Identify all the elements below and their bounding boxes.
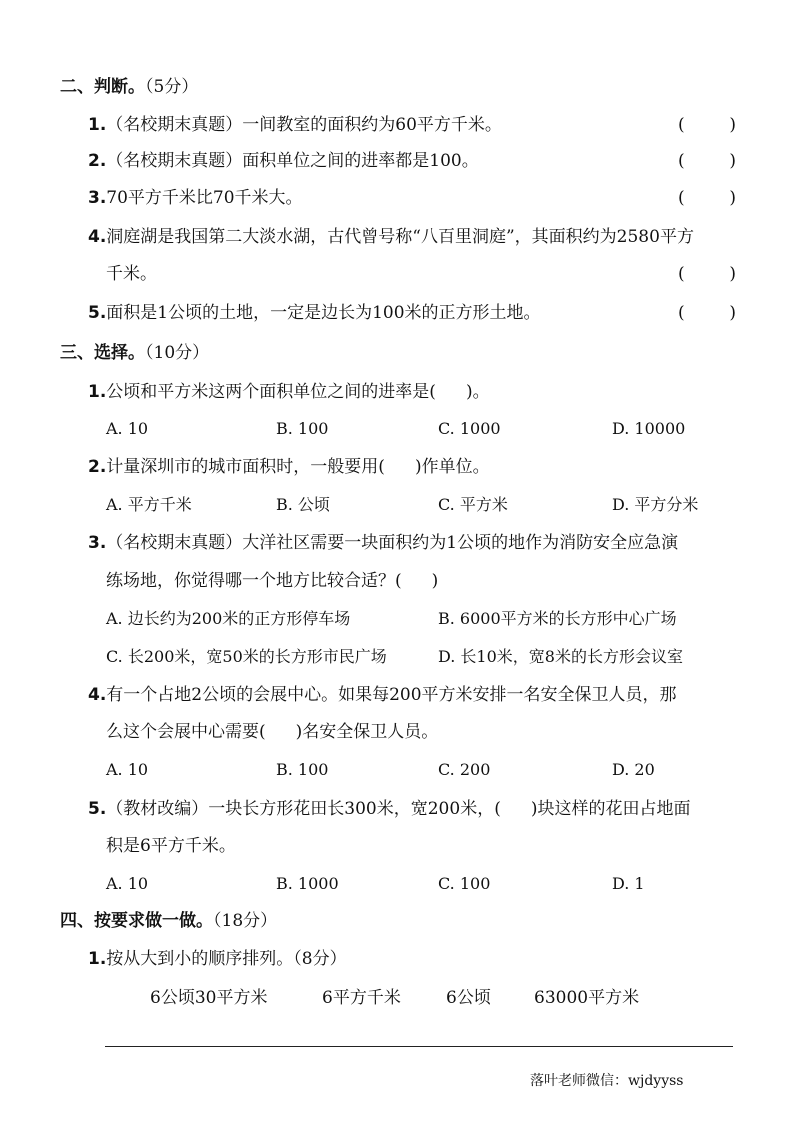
option-c: C. 长200米，宽50米的长方形市民广场 — [106, 647, 387, 666]
option-c: C. 100 — [438, 874, 491, 893]
option-b: B. 100 — [276, 419, 329, 438]
footer-contact: 落叶老师微信：wjdyyss — [530, 1073, 684, 1089]
order-item-2: 6平方千米 — [322, 988, 401, 1008]
option-d: D. 1 — [612, 874, 645, 893]
choice-question-5: 5.（教材改编）一块长方形花田长300米，宽200米，( )块这样的花田占地面 — [88, 799, 691, 819]
choice-question-5-continued: 积是6平方千米。 — [106, 836, 236, 856]
judge-question-4-continued: 千米。 — [106, 264, 157, 284]
option-c: C. 平方米 — [438, 495, 508, 514]
order-item-1: 6公顷30平方米 — [150, 988, 268, 1008]
option-d: D. 平方分米 — [612, 495, 699, 514]
section-3-heading — [60, 338, 209, 368]
section-2-heading — [60, 72, 198, 102]
option-d: D. 10000 — [612, 419, 686, 438]
section-4-heading — [60, 906, 277, 936]
choice-question-1: 1.公顷和平方米这两个面积单位之间的进率是( )。 — [88, 382, 490, 402]
task-question-1: 1.按从大到小的顺序排列。（8分） — [88, 949, 347, 969]
answer-bracket-4[interactable]: ( ) — [678, 264, 736, 284]
choice-question-4-continued: 么这个会展中心需要( )名安全保卫人员。 — [106, 722, 439, 742]
option-a: A. 10 — [106, 419, 149, 438]
option-b: B. 1000 — [276, 874, 339, 893]
option-d: D. 20 — [612, 760, 655, 779]
choice-question-2: 2.计量深圳市的城市面积时，一般要用( )作单位。 — [88, 457, 490, 477]
judge-question-3: 3.70平方千米比70千米大。 — [88, 188, 303, 208]
section-2-title: 二、判断。 — [60, 77, 145, 97]
judge-question-1: 1.（名校期末真题）一间教室的面积约为60平方千米。 — [88, 115, 502, 135]
judge-question-4: 4.洞庭湖是我国第二大淡水湖，古代曾号称“八百里洞庭”，其面积约为2580平方 — [88, 227, 694, 247]
order-item-4: 63000平方米 — [534, 988, 640, 1008]
section-4-score: （18分） — [213, 911, 278, 931]
answer-bracket-3[interactable]: ( ) — [678, 188, 736, 208]
section-3-score: （10分） — [145, 343, 210, 363]
option-a: A. 平方千米 — [106, 495, 192, 514]
section-4-title: 四、按要求做一做。 — [60, 911, 213, 931]
option-a: A. 10 — [106, 760, 149, 779]
choice-question-3-continued: 练场地，你觉得哪一个地方比较合适？( ) — [106, 571, 439, 591]
judge-question-2: 2.（名校期末真题）面积单位之间的进率都是100。 — [88, 151, 479, 171]
option-d: D. 长10米，宽8米的长方形会议室 — [438, 647, 683, 666]
option-c: C. 1000 — [438, 419, 501, 438]
option-a: A. 边长约为200米的正方形停车场 — [106, 609, 351, 628]
judge-question-5: 5.面积是1公顷的土地，一定是边长为100米的正方形土地。 — [88, 303, 541, 323]
section-2-score: （5分） — [145, 77, 199, 97]
choice-question-3: 3.（名校期末真题）大洋社区需要一块面积约为1公顷的地作为消防安全应急演 — [88, 533, 679, 553]
answer-line[interactable] — [105, 1046, 733, 1047]
option-b: B. 100 — [276, 760, 329, 779]
option-b: B. 公顷 — [276, 495, 330, 514]
answer-bracket-2[interactable]: ( ) — [678, 151, 736, 171]
option-a: A. 10 — [106, 874, 149, 893]
section-3-title: 三、选择。 — [60, 343, 145, 363]
choice-question-4: 4.有一个占地2公顷的会展中心。如果每200平方米安排一名安全保卫人员，那 — [88, 685, 677, 705]
answer-bracket-5[interactable]: ( ) — [678, 303, 736, 323]
option-c: C. 200 — [438, 760, 491, 779]
order-item-3: 6公顷 — [446, 988, 491, 1008]
option-b: B. 6000平方米的长方形中心广场 — [438, 609, 677, 628]
answer-bracket-1[interactable]: ( ) — [678, 115, 736, 135]
